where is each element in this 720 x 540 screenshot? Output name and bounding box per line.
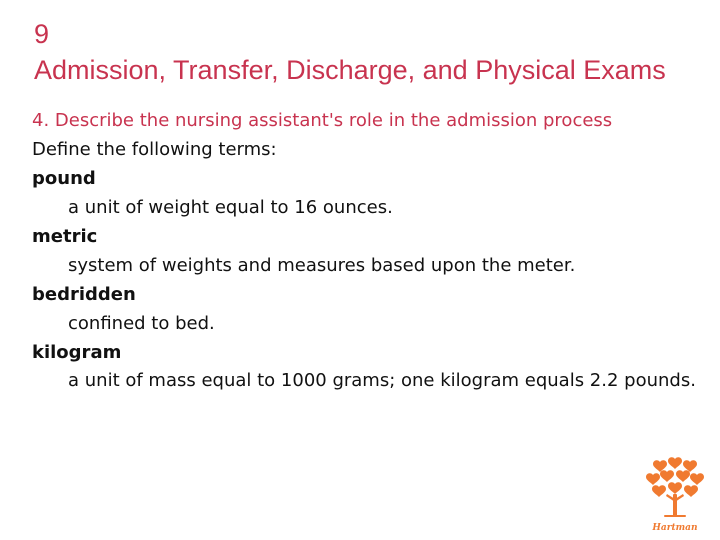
term-metric: metric	[32, 226, 98, 247]
term-kilogram: kilogram	[32, 342, 122, 363]
learning-objective: 4. Describe the nursing assistant's role in the admission process	[32, 110, 613, 131]
logo-wordmark: Hartman	[652, 523, 698, 533]
heart-tree-icon	[646, 457, 704, 517]
definition-bedridden: confined to bed.	[68, 313, 215, 334]
definition-metric: system of weights and measures based upon the meter.	[68, 255, 576, 276]
chapter-number: 9	[34, 19, 50, 49]
intro-text: Define the following terms:	[32, 139, 277, 160]
hartman-logo	[644, 456, 706, 534]
chapter-title: Admission, Transfer, Discharge, and Physical Exams	[34, 55, 666, 85]
slide-content	[32, 106, 702, 394]
definition-kilogram: a unit of mass equal to 1000 grams; one kilogram equals 2.2 pounds.	[68, 370, 696, 391]
term-bedridden: bedridden	[32, 284, 136, 305]
term-pound: pound	[32, 168, 96, 189]
definition-pound: a unit of weight equal to 16 ounces.	[68, 197, 393, 218]
